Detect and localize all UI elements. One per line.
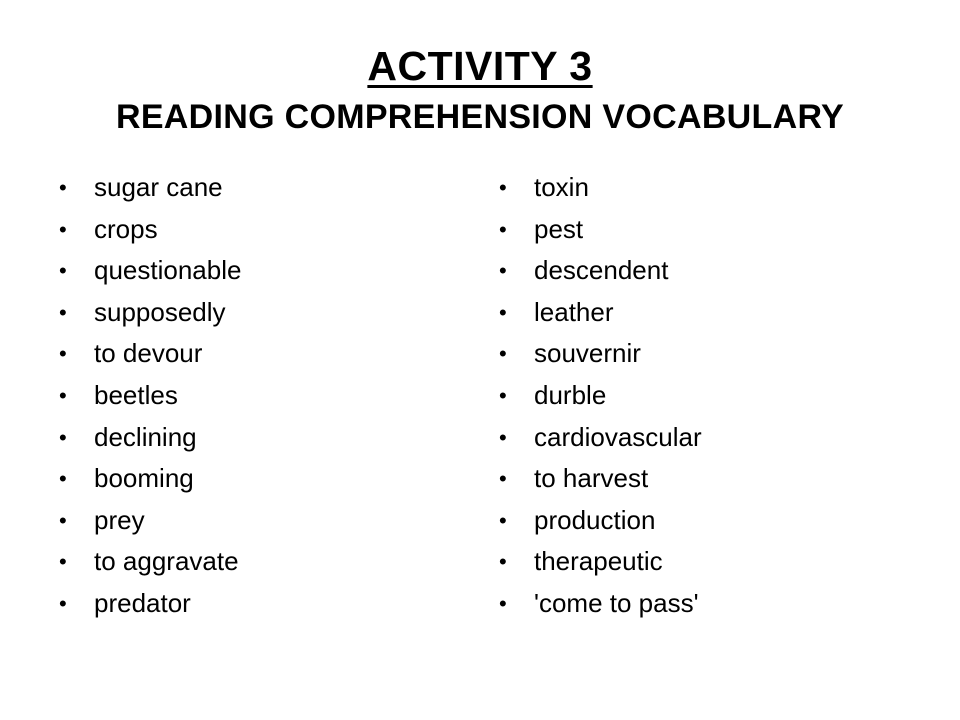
bullet-icon: • bbox=[59, 258, 67, 284]
bullet-icon: • bbox=[59, 341, 67, 367]
slide-subtitle: READING COMPREHENSION VOCABULARY bbox=[115, 98, 845, 136]
bullet-icon: • bbox=[499, 216, 507, 242]
bullet-icon: • bbox=[499, 590, 507, 616]
vocab-term: questionable bbox=[94, 255, 242, 286]
vocab-item bbox=[497, 250, 897, 292]
bullet-icon: • bbox=[499, 299, 507, 325]
bullet-icon: • bbox=[59, 382, 67, 408]
vocab-term: souvernir bbox=[534, 338, 641, 369]
vocab-term: beetles bbox=[94, 379, 178, 410]
vocab-item bbox=[57, 292, 457, 334]
vocab-item bbox=[497, 417, 897, 459]
bullet-icon: • bbox=[499, 341, 507, 367]
vocab-item bbox=[57, 541, 457, 583]
bullet-icon: • bbox=[499, 549, 507, 575]
vocab-item bbox=[497, 375, 897, 417]
vocab-term: supposedly bbox=[94, 296, 226, 327]
vocab-term: declining bbox=[94, 421, 197, 452]
vocab-item bbox=[497, 209, 897, 251]
vocab-term: to harvest bbox=[534, 463, 649, 494]
bullet-icon: • bbox=[499, 507, 507, 533]
bullet-icon: • bbox=[59, 216, 67, 242]
vocab-column-left bbox=[57, 167, 457, 625]
vocab-item bbox=[497, 458, 897, 500]
bullet-icon: • bbox=[59, 590, 67, 616]
bullet-icon: • bbox=[59, 466, 67, 492]
vocab-item bbox=[497, 333, 897, 375]
vocab-term: predator bbox=[94, 587, 191, 618]
vocab-column-right bbox=[497, 167, 897, 625]
vocab-item bbox=[57, 250, 457, 292]
vocab-term: therapeutic bbox=[534, 546, 663, 577]
vocab-item bbox=[57, 375, 457, 417]
vocab-item bbox=[57, 167, 457, 209]
vocab-term: crops bbox=[94, 213, 158, 244]
vocab-item bbox=[57, 458, 457, 500]
vocab-term: production bbox=[534, 504, 656, 535]
bullet-icon: • bbox=[499, 258, 507, 284]
bullet-icon: • bbox=[499, 175, 507, 200]
vocab-term: to aggravate bbox=[94, 546, 239, 577]
vocab-item bbox=[57, 583, 457, 625]
vocab-term: toxin bbox=[534, 172, 589, 202]
bullet-icon: • bbox=[59, 299, 67, 325]
title-block bbox=[0, 38, 960, 140]
vocab-term: 'come to pass' bbox=[534, 587, 699, 618]
bullet-icon: • bbox=[499, 382, 507, 408]
vocab-term: durble bbox=[534, 379, 607, 410]
vocab-list-left bbox=[57, 167, 457, 625]
vocab-item bbox=[497, 583, 897, 625]
vocab-list-right bbox=[497, 167, 897, 625]
bullet-icon: • bbox=[59, 507, 67, 533]
vocab-item bbox=[57, 500, 457, 542]
vocab-item bbox=[57, 209, 457, 251]
vocab-item bbox=[57, 333, 457, 375]
vocab-term: to devour bbox=[94, 338, 203, 369]
vocab-item bbox=[497, 541, 897, 583]
bullet-icon: • bbox=[499, 424, 507, 450]
vocab-term: leather bbox=[534, 296, 614, 327]
vocab-item bbox=[497, 167, 897, 209]
slide-title: ACTIVITY 3 bbox=[367, 43, 593, 89]
vocab-term: pest bbox=[534, 213, 584, 244]
vocab-term: prey bbox=[94, 504, 145, 535]
bullet-icon: • bbox=[59, 424, 67, 450]
vocab-term: descendent bbox=[534, 255, 669, 286]
vocab-item bbox=[497, 292, 897, 334]
vocab-term: booming bbox=[94, 463, 194, 494]
vocab-item bbox=[497, 500, 897, 542]
vocab-item bbox=[57, 417, 457, 459]
bullet-icon: • bbox=[499, 466, 507, 492]
vocab-term: sugar cane bbox=[94, 172, 223, 202]
vocab-term: cardiovascular bbox=[534, 421, 702, 452]
bullet-icon: • bbox=[59, 549, 67, 575]
bullet-icon: • bbox=[59, 175, 67, 200]
